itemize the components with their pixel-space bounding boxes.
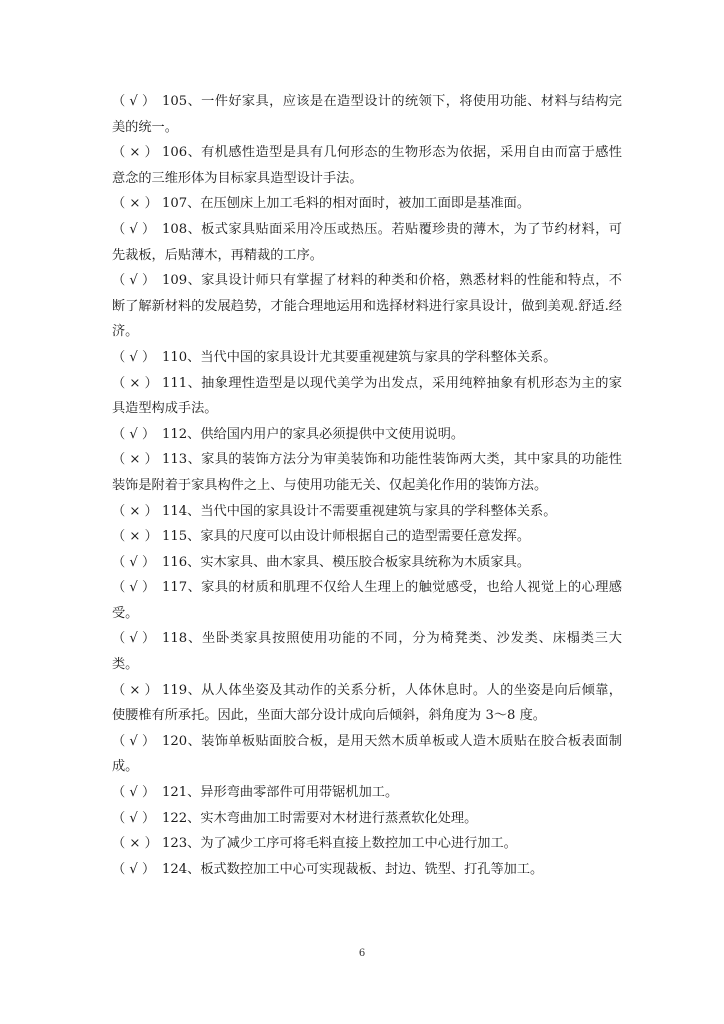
question-item xyxy=(112,499,622,525)
question-text: 113、家具的装饰方法分为审美装饰和功能性装饰两大类，其中家具的功能性装饰是附着于家具构件之上、与使用功能无关、仅起美化作用的装饰方法。 xyxy=(112,452,622,493)
answer-mark: （ × ） xyxy=(112,375,158,391)
question-item xyxy=(112,217,622,268)
question-text: 120、装饰单板贴面胶合板，是用天然木质单板或人造木质贴在胶合板表面制成。 xyxy=(112,733,622,775)
question-text: 112、供给国内用户的家具必须提供中文使用说明。 xyxy=(162,426,465,442)
answer-mark: （ × ） xyxy=(112,529,158,545)
answer-mark: （ √ ） xyxy=(112,631,156,647)
question-item xyxy=(112,831,622,857)
question-text: 105、一件好家具，应该是在造型设计的统领下，将使用功能、材料与结构完美的统一。 xyxy=(112,94,622,135)
question-text: 107、在压刨床上加工毛料的相对面时，被加工面即是基准面。 xyxy=(162,196,531,212)
answer-mark: （ × ） xyxy=(112,836,158,852)
question-item xyxy=(112,729,622,780)
question-text: 109、家具设计师只有掌握了材料的种类和价格，熟悉材料的性能和特点，不断了解新材料的发展趋势，才能合理地运用和选择材料进行家具设计，做到美观.舒适.经济。 xyxy=(112,273,622,340)
question-item xyxy=(112,575,622,626)
answer-mark: （ √ ） xyxy=(112,733,156,749)
answer-mark: （ × ） xyxy=(112,503,158,519)
question-item xyxy=(112,524,622,550)
question-text: 121、异形弯曲零部件可用带锯机加工。 xyxy=(162,785,399,801)
answer-mark: （ √ ） xyxy=(112,810,156,826)
answer-mark: （ × ） xyxy=(112,452,158,468)
question-text: 123、为了减少工序可将毛料直接上数控加工中心进行加工。 xyxy=(162,836,517,852)
question-text: 115、家具的尺度可以由设计师根据自己的造型需要任意发挥。 xyxy=(162,529,531,545)
question-item xyxy=(112,89,622,140)
question-item xyxy=(112,371,622,422)
answer-mark: （ × ） xyxy=(112,682,158,698)
question-item xyxy=(112,806,622,832)
answer-mark: （ √ ） xyxy=(112,273,156,289)
question-text: 118、坐卧类家具按照使用功能的不同，分为椅凳类、沙发类、床榻类三大类。 xyxy=(112,631,622,673)
question-item xyxy=(112,626,622,677)
answer-mark: （ √ ） xyxy=(112,349,156,365)
question-text: 108、板式家具贴面采用冷压或热压。若贴覆珍贵的薄木，为了节约材料，可先裁板，后贴薄木，再精裁的工序。 xyxy=(112,221,622,263)
question-text: 117、家具的材质和肌理不仅给人生理上的触觉感受，也给人视觉上的心理感受。 xyxy=(112,580,622,621)
question-item xyxy=(112,447,622,498)
question-text: 114、当代中国的家具设计不需要重视建筑与家具的学科整体关系。 xyxy=(162,503,557,519)
answer-mark: （ √ ） xyxy=(112,861,156,877)
question-item xyxy=(112,268,622,345)
question-text: 124、板式数控加工中心可实现裁板、封边、铣型、打孔等加工。 xyxy=(162,861,544,877)
question-text: 116、实木家具、曲木家具、模压胶合板家具统称为木质家具。 xyxy=(162,554,531,570)
answer-mark: （ √ ） xyxy=(112,785,156,801)
question-item xyxy=(112,345,622,371)
answer-mark: （ √ ） xyxy=(112,554,156,570)
question-text: 122、实木弯曲加工时需要对木材进行蒸煮软化处理。 xyxy=(162,810,478,826)
question-item xyxy=(112,678,622,729)
question-text: 110、当代中国的家具设计尤其要重视建筑与家具的学科整体关系。 xyxy=(162,349,557,365)
question-text: 119、从人体坐姿及其动作的关系分析，人体休息时。人的坐姿是向后倾靠，使腰椎有所承托。因此，坐面大部分设计成向后倾斜，斜角度为 3～8 度。 xyxy=(112,682,622,724)
question-text: 111、抽象理性造型是以现代美学为出发点，采用纯粹抽象有机形态为主的家具造型构成手法。 xyxy=(112,375,622,417)
question-text: 106、有机感性造型是具有几何形态的生物形态为依据，采用自由而富于感性意念的三维形体为目标家具造型设计手法。 xyxy=(112,145,622,186)
question-item xyxy=(112,422,622,448)
question-item xyxy=(112,857,622,883)
question-item xyxy=(112,191,622,217)
question-list xyxy=(112,89,622,882)
question-item xyxy=(112,140,622,191)
page-number: 6 xyxy=(358,948,366,959)
answer-mark: （ × ） xyxy=(112,196,158,212)
question-item xyxy=(112,780,622,806)
answer-mark: （ × ） xyxy=(112,145,158,161)
answer-mark: （ √ ） xyxy=(112,580,156,596)
answer-mark: （ √ ） xyxy=(112,221,156,237)
question-item xyxy=(112,550,622,576)
answer-mark: （ √ ） xyxy=(112,426,156,442)
answer-mark: （ √ ） xyxy=(112,94,156,109)
